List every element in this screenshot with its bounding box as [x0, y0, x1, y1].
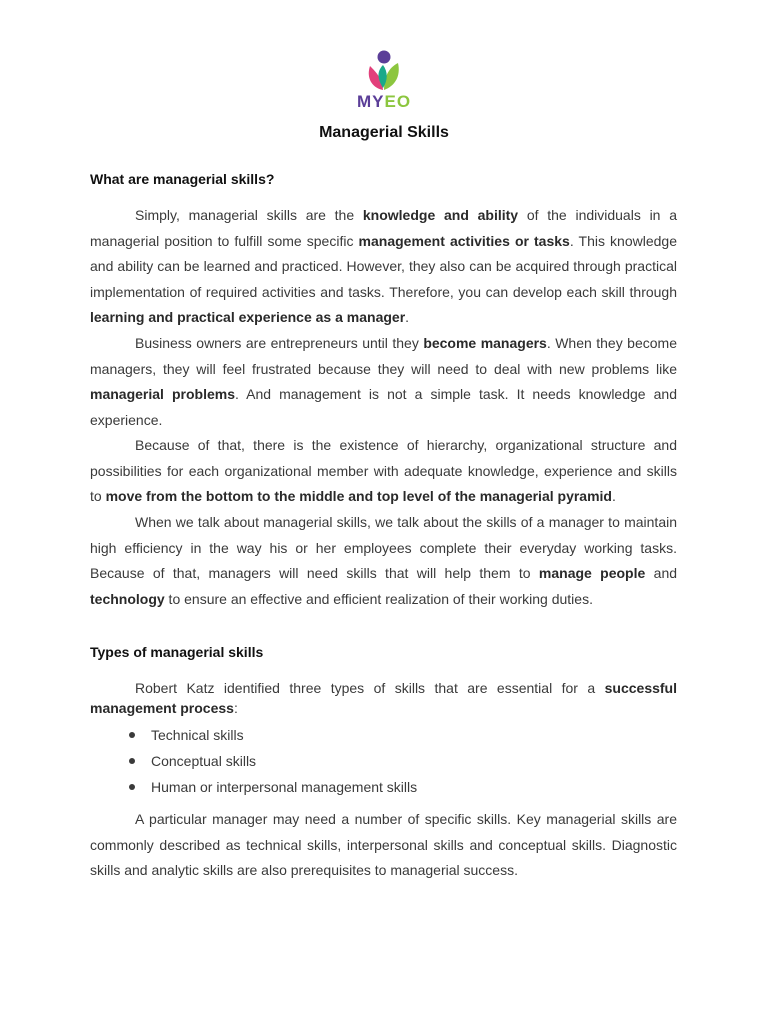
- logo-wordmark-text: [357, 92, 411, 111]
- logo-letter: M: [356, 92, 373, 111]
- list-item-text: Conceptual skills: [151, 753, 257, 769]
- logo-head-shape: [378, 51, 391, 64]
- bold-phrase: learning and practical experience as a manager: [90, 309, 406, 326]
- paragraph-katz: [90, 678, 677, 718]
- bold-phrase: manage people: [538, 565, 646, 582]
- section-heading-types: Types of managerial skills: [90, 644, 264, 660]
- bullet-dot-icon: [129, 758, 135, 764]
- list-item-text: Human or interpersonal management skills: [151, 779, 418, 795]
- list-item: [90, 722, 677, 748]
- paragraph-efficiency: [90, 510, 677, 612]
- leaf-logo-icon: [362, 50, 406, 92]
- text-run: Because of that, there is the existence of hierarchy, organizational structure and possibilities for each organizational member with adequate knowledge, experience and skills to: [90, 437, 677, 505]
- text-run: to ensure an effective and efficient realization of their working duties.: [164, 590, 593, 607]
- bold-phrase: managerial problems: [90, 386, 235, 403]
- bold-phrase: technology: [90, 590, 165, 607]
- logo-wordmark: [340, 92, 428, 112]
- bold-phrase: knowledge and ability: [362, 207, 519, 223]
- logo-letter: O: [396, 92, 412, 111]
- list-item-text: Technical skills: [151, 727, 244, 743]
- paragraph-hierarchy: [90, 433, 677, 510]
- logo-letter: E: [384, 92, 397, 111]
- text-run: Business owners are entrepreneurs until they: [135, 335, 424, 351]
- paragraph-definition: [90, 203, 677, 331]
- document-title: Managerial Skills: [319, 124, 449, 141]
- text-run: When we talk about managerial skills, we talk about the skills of a manager to maintain high efficiency in the way his or her employees complete their everyday working tasks. Because of that, managers will need skills that will help them to: [90, 514, 677, 582]
- text-run: of the individuals in a managerial position to fulfill some specific: [90, 207, 678, 249]
- text-run: . This knowledge and ability can be learned and practiced. However, they also can be acquired through practical implementation of required activities and tasks. Therefore, you can develop each skill through: [90, 232, 677, 300]
- list-item: [90, 774, 677, 800]
- bold-phrase: move from the bottom to the middle and top level of the managerial pyramid: [105, 488, 612, 505]
- text-run: :: [233, 700, 238, 716]
- paragraph-key-skills: [90, 807, 677, 884]
- paragraph-entrepreneurs: [90, 331, 677, 433]
- text-run: .: [611, 488, 616, 505]
- myeo-logo: [340, 50, 428, 114]
- section-heading-what: What are managerial skills?: [90, 171, 275, 187]
- logo-letter: Y: [372, 92, 385, 111]
- text-run: .: [405, 309, 410, 326]
- bold-phrase: become managers: [423, 335, 547, 351]
- text-run: and: [645, 565, 678, 582]
- text-run: . When they become managers, they will feel frustrated because they will need to deal with new problems like: [90, 335, 677, 377]
- bold-phrase: management activities or tasks: [358, 232, 570, 249]
- text-run: Robert Katz identified three types of skills that are essential for a: [135, 680, 605, 696]
- skills-bullet-list: [90, 722, 677, 800]
- text-run: . And management is not a simple task. It needs knowledge and experience.: [90, 386, 677, 428]
- list-item: [90, 748, 677, 774]
- bold-phrase: successful management process: [90, 680, 677, 716]
- bullet-dot-icon: [129, 732, 135, 738]
- text-run: Simply, managerial skills are the: [135, 207, 363, 223]
- bullet-dot-icon: [129, 784, 135, 790]
- text-run: A particular manager may need a number of specific skills. Key managerial skills are commonly described as technical skills, interpersonal skills and conceptual skills. Diagnostic skills and analytic skills are also prerequisites to managerial success.: [90, 811, 677, 879]
